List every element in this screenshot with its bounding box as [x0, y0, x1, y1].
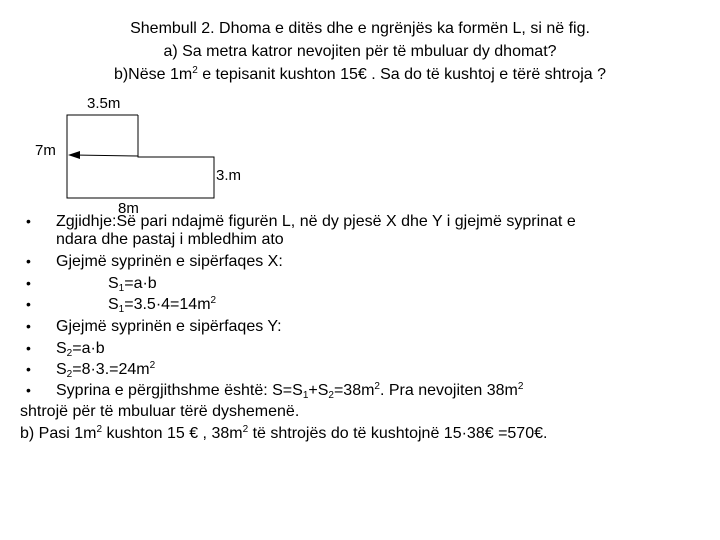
- question-a: a) Sa metra katror nevojiten për të mbuluar dy dhomat?: [163, 43, 557, 60]
- arrow-line: [74, 155, 138, 156]
- solution-line-9: shtrojë për të mbuluar tërë dyshemenë.: [20, 403, 300, 420]
- solution-line-1a: Zgjidhje:Së pari ndajmë figurën L, në dy pjesë X dhe Y i gjejmë syprinat e: [56, 213, 576, 230]
- solution-line-10: b) Pasi $1m^2$ kushton 15 € , $38m^2$ të shtrojës do të kushtojnë 15·38€ =570€.: [20, 424, 548, 442]
- solution-line-7: $S_2=8\cdot 3.=24m^2$: [56, 360, 156, 380]
- solution-line-3: $S_1=a\cdot b$: [108, 275, 157, 294]
- figure-label-left: 7m: [35, 142, 56, 159]
- bullet: •: [26, 253, 31, 269]
- solution-line-5: Gjejmë syprinën e sipërfaqes Y:: [56, 318, 282, 335]
- question-b: b)Nëse $1m^2$ e tepisanit kushton 15€ . Sa do të kushtoj e tërë shtroja ?: [113, 65, 607, 83]
- figure-label-right: 3.m: [216, 167, 242, 184]
- figure-label-top: 3.5m: [87, 95, 121, 112]
- bullet: •: [26, 361, 31, 377]
- bullet: •: [26, 318, 31, 334]
- bullet: •: [26, 213, 31, 229]
- solution-line-6: $S_2=a\cdot b$: [56, 340, 105, 359]
- bullet: •: [26, 340, 31, 356]
- bullet: •: [26, 296, 31, 312]
- figure-label-bottom: 8m: [118, 200, 139, 217]
- arrow-head: [68, 151, 80, 159]
- solution-line-1b: ndara dhe pastaj i mbledhim ato: [56, 231, 284, 248]
- solution-line-2: Gjejmë syprinën e sipërfaqes X:: [56, 253, 283, 270]
- solution-line-4: $S_1=3.5\cdot 4=14m^2$: [108, 295, 217, 315]
- bullet: •: [26, 275, 31, 291]
- problem-title: Shembull 2. Dhoma e ditës dhe e ngrënjës ka formën L, si në fig.: [130, 20, 590, 37]
- bullet: •: [26, 382, 31, 398]
- solution-line-8: Syprina e përgjithshme është: $S=S_1+S_2=38m^2$. Pra nevojiten $38m^2$: [56, 381, 524, 401]
- l-shape-outline: [67, 115, 214, 198]
